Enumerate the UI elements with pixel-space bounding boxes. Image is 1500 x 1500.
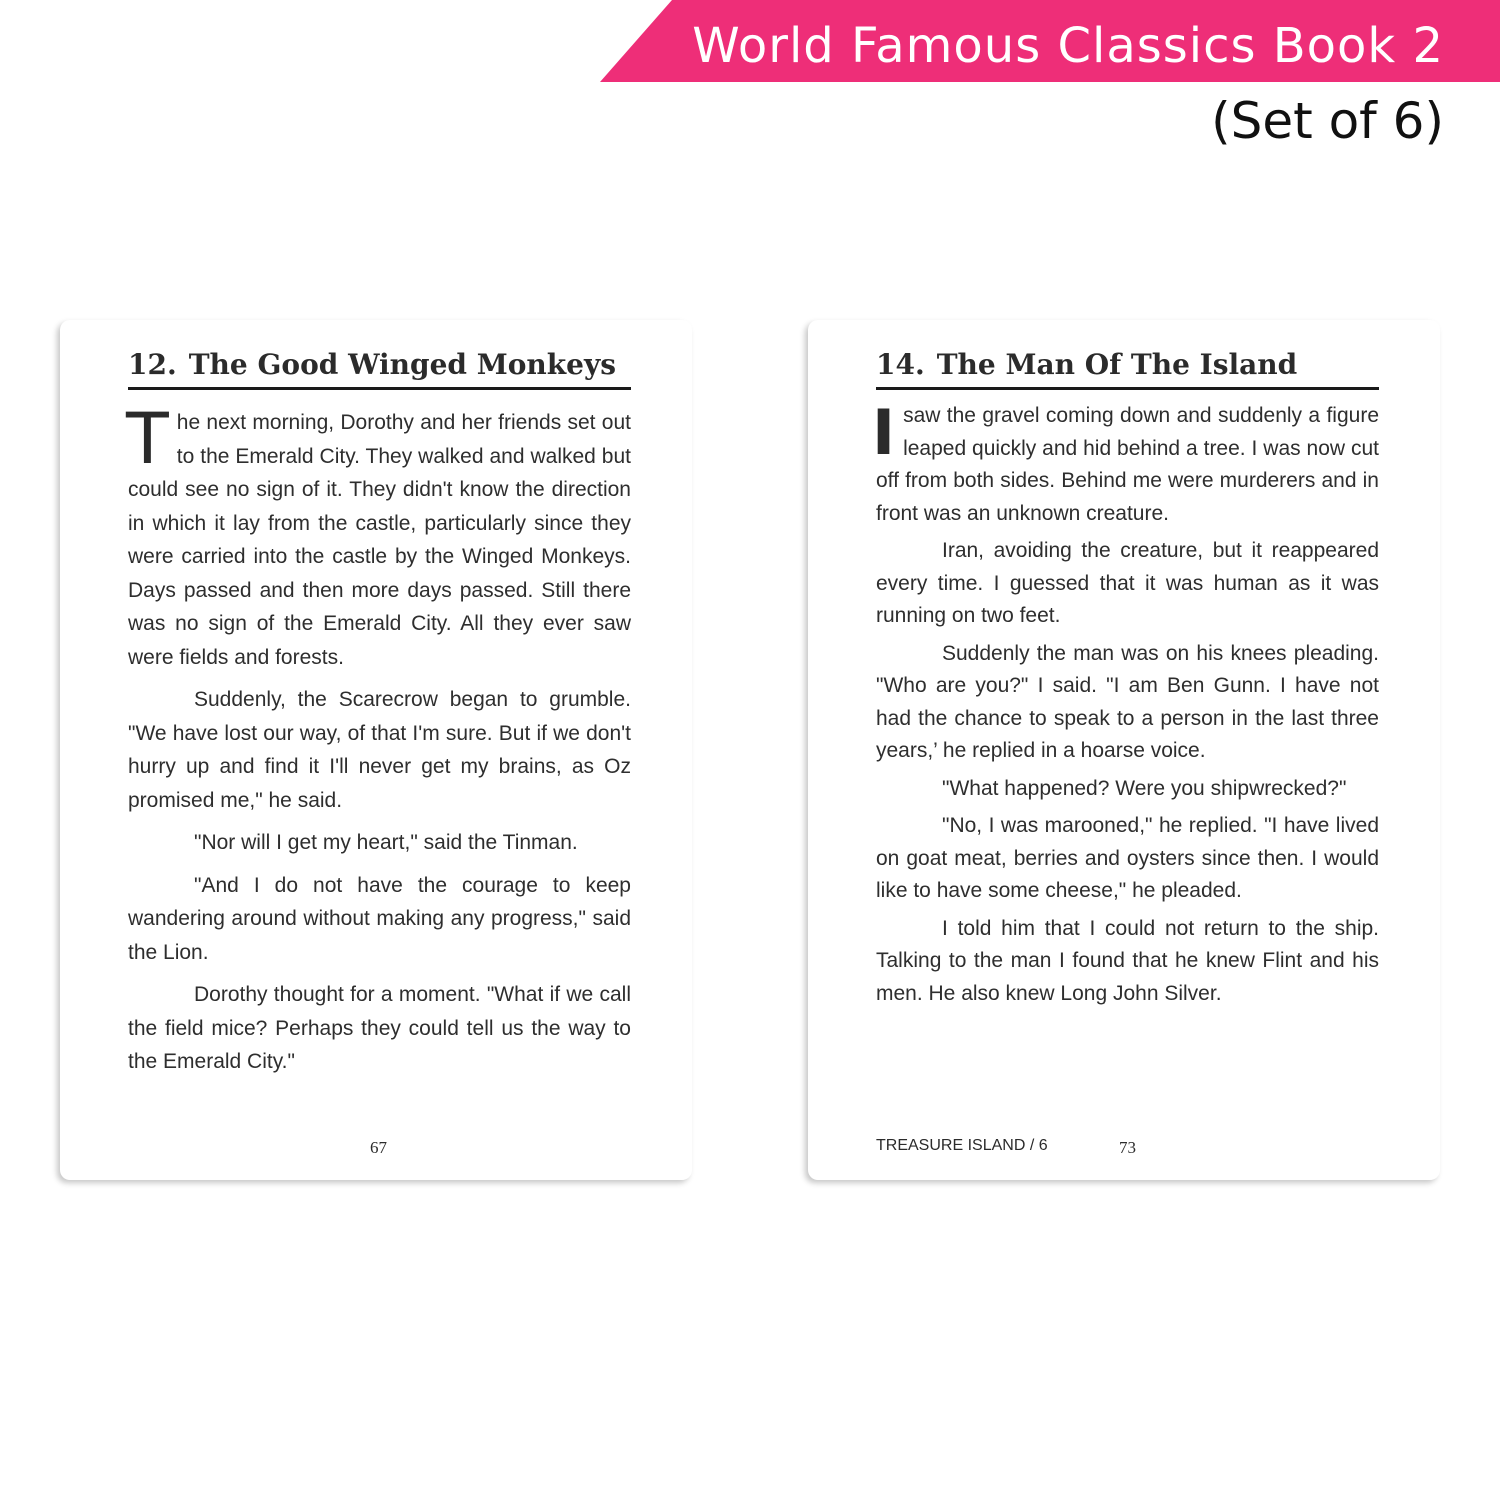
chapter-number: 14. xyxy=(876,348,925,381)
chapter-number: 12. xyxy=(128,348,177,381)
chapter-body xyxy=(126,398,631,1079)
paragraph: Suddenly, the Scarecrow began to grumble. "We have lost our way, of that I'm sure. But if we don't hurry up and find it I'll never get my brains, as Oz promised me," he said. xyxy=(128,688,631,812)
left-page-content xyxy=(128,348,631,1088)
chapter-title: The Good Winged Monkeys xyxy=(188,348,617,381)
page-number: 67 xyxy=(370,1138,387,1157)
left-book-page xyxy=(60,320,692,1180)
chapter-heading xyxy=(876,348,1379,390)
chapter-heading xyxy=(128,348,631,390)
banner-subtitle: (Set of 6) xyxy=(1211,92,1444,150)
paragraph: "What happened? Were you shipwrecked?" xyxy=(942,776,1347,800)
paragraph: "No, I was marooned," he replied. "I have lived on goat meat, berries and oysters since then. I would like to have some cheese," he pleaded. xyxy=(876,814,1379,902)
chapter-title: The Man Of The Island xyxy=(936,348,1298,381)
paragraph: Dorothy thought for a moment. "What if we call the field mice? Perhaps they could tell us the way to the Emerald City." xyxy=(128,983,631,1073)
paragraph: Isaw the gravel coming down and suddenly a figure leaped quickly and hid behind a tree. I was now cut off from both sides. Behind me were murderers and in front was an unknown creature. xyxy=(872,396,1379,525)
banner-title: World Famous Classics Book 2 xyxy=(692,18,1444,74)
right-page-content xyxy=(872,348,1379,1015)
drop-cap: I xyxy=(872,396,896,469)
paragraph: I told him that I could not return to the ship. Talking to the man I found that he knew Flint and his men. He also knew Long John Silver. xyxy=(876,916,1379,1005)
page-number: 73 xyxy=(1119,1138,1136,1157)
paragraph: "And I do not have the courage to keep wandering around without making any progress," said the Lion. xyxy=(128,873,631,964)
chapter-body xyxy=(872,396,1379,1010)
paragraph: The next morning, Dorothy and her friends set out to the Emerald City. They walked and walked but could see no sign of it. They didn't know the direction in which it lay from the castle, particularly since they were carried into the castle by the Winged Monkeys. Days passed and then more days passed. Still there was no sign of the Emerald City. All they ever saw were fields and forests. xyxy=(126,398,631,669)
book-footer-label: TREASURE ISLAND / 6 xyxy=(876,1137,1048,1154)
right-book-page xyxy=(808,320,1440,1180)
paragraph: "Nor will I get my heart," said the Tinman. xyxy=(194,831,578,854)
paragraph: Suddenly the man was on his knees pleading. "Who are you?" I said. "I am Ben Gunn. I have not had the chance to speak to a person in the last three years,’ he replied in a hoarse voice. xyxy=(876,641,1379,762)
paragraph: Iran, avoiding the creature, but it reappeared every time. I guessed that it was human as it was running on two feet. xyxy=(876,539,1379,627)
drop-cap: T xyxy=(126,398,169,480)
